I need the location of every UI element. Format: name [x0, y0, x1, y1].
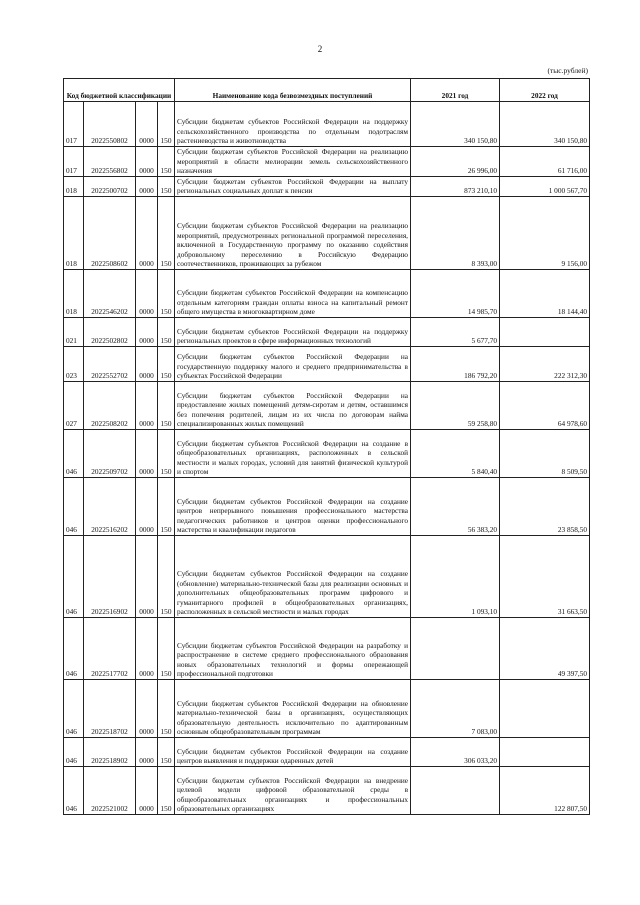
row-program-code: 0000 [136, 429, 158, 477]
row-amount-2022 [500, 737, 590, 766]
row-economic-code: 150 [158, 679, 175, 737]
row-admin-code: 017 [64, 147, 84, 177]
row-name: Субсидии бюджетам субъектов Российской Федерации на реализацию мероприятий, предусмотренных региональной программой переселения, включенной в Государственную программу по оказанию содействия добровольному переселению в Российскую Федерацию соотечественников, проживающих за рубежом [175, 196, 411, 269]
row-admin-code: 023 [64, 346, 84, 381]
row-economic-code: 150 [158, 317, 175, 346]
row-amount-2021: 26 996,00 [411, 147, 500, 177]
table-row [64, 679, 590, 737]
table-row [64, 477, 590, 535]
row-name: Субсидии бюджетам субъектов Российской Федерации на поддержку региональных проектов в сфере информационных технологий [175, 317, 411, 346]
row-amount-2021: 59 258,80 [411, 381, 500, 429]
row-kbk-code: 2022518702 [84, 679, 136, 737]
row-economic-code: 150 [158, 196, 175, 269]
row-kbk-code: 2022518902 [84, 737, 136, 766]
row-amount-2022: 18 144,40 [500, 269, 590, 317]
row-amount-2022: 31 663,50 [500, 535, 590, 617]
row-admin-code: 046 [64, 477, 84, 535]
row-program-code: 0000 [136, 317, 158, 346]
row-amount-2021: 8 393,00 [411, 196, 500, 269]
table-row [64, 737, 590, 766]
row-amount-2022: 64 978,60 [500, 381, 590, 429]
row-name: Субсидии бюджетам субъектов Российской Федерации на реализацию мероприятий в области мелиорации земель сельскохозяйственного назначения [175, 147, 411, 177]
table-row [64, 429, 590, 477]
row-name: Субсидии бюджетам субъектов Российской Федерации на создание центров непрерывного повышения профессионального мастерства педагогических работников и центров оценки профессионального мастерства и квалификации педагогов [175, 477, 411, 535]
row-amount-2022 [500, 317, 590, 346]
row-program-code: 0000 [136, 196, 158, 269]
row-admin-code: 046 [64, 737, 84, 766]
row-admin-code: 018 [64, 269, 84, 317]
row-kbk-code: 2022521002 [84, 766, 136, 814]
row-name: Субсидии бюджетам субъектов Российской Федерации на поддержку сельскохозяйственного производства по отдельным подотраслям растениеводства и животноводства [175, 102, 411, 147]
row-amount-2021: 873 210,10 [411, 176, 500, 196]
row-admin-code: 046 [64, 679, 84, 737]
row-amount-2022: 23 858,50 [500, 477, 590, 535]
row-admin-code: 027 [64, 381, 84, 429]
row-amount-2021: 1 093,10 [411, 535, 500, 617]
row-kbk-code: 2022517702 [84, 617, 136, 679]
table-row [64, 317, 590, 346]
row-name: Субсидии бюджетам субъектов Российской Федерации на внедрение целевой модели цифровой образовательной среды в общеобразовательных организациях и профессиональных образовательных организациях [175, 766, 411, 814]
row-name: Субсидии бюджетам субъектов Российской Федерации на государственную поддержку малого и среднего предпринимательства в субъектах Российской Федерации [175, 346, 411, 381]
table-row [64, 196, 590, 269]
row-economic-code: 150 [158, 102, 175, 147]
row-name: Субсидии бюджетам субъектов Российской Федерации на обновление материально-технической базы в организациях, осуществляющих образовательную деятельность исключительно по адаптированным основным общеобразовательным программам [175, 679, 411, 737]
table-row [64, 102, 590, 147]
row-amount-2022: 340 150,80 [500, 102, 590, 147]
row-admin-code: 046 [64, 535, 84, 617]
row-kbk-code: 2022546202 [84, 269, 136, 317]
row-kbk-code: 2022552702 [84, 346, 136, 381]
row-amount-2021: 56 383,20 [411, 477, 500, 535]
row-amount-2022: 8 509,50 [500, 429, 590, 477]
row-economic-code: 150 [158, 737, 175, 766]
header-year-2022: 2022 год [500, 79, 590, 102]
row-admin-code: 018 [64, 176, 84, 196]
row-kbk-code: 2022556802 [84, 147, 136, 177]
row-program-code: 0000 [136, 269, 158, 317]
budget-table [63, 78, 590, 815]
row-admin-code: 046 [64, 429, 84, 477]
row-name: Субсидии бюджетам субъектов Российской Федерации на создание в общеобразовательных организациях, расположенных в сельской местности и малых городах, условий для занятий физической культурой и спортом [175, 429, 411, 477]
table-row [64, 176, 590, 196]
row-name: Субсидии бюджетам субъектов Российской Федерации на компенсацию отдельным категориям граждан оплаты взноса на капитальный ремонт общего имущества в многоквартирном доме [175, 269, 411, 317]
header-year-2021: 2021 год [411, 79, 500, 102]
row-amount-2021: 5 677,70 [411, 317, 500, 346]
row-amount-2022: 9 156,00 [500, 196, 590, 269]
row-name: Субсидии бюджетам субъектов Российской Федерации на предоставление жилых помещений детям-сиротам и детям, оставшимся без попечения родителей, лицам из их числа по договорам найма специализированных жилых помещений [175, 381, 411, 429]
row-economic-code: 150 [158, 535, 175, 617]
table-row [64, 346, 590, 381]
row-program-code: 0000 [136, 535, 158, 617]
row-economic-code: 150 [158, 176, 175, 196]
row-economic-code: 150 [158, 147, 175, 177]
row-admin-code: 017 [64, 102, 84, 147]
row-admin-code: 046 [64, 617, 84, 679]
row-kbk-code: 2022509702 [84, 429, 136, 477]
row-admin-code: 018 [64, 196, 84, 269]
row-economic-code: 150 [158, 429, 175, 477]
row-admin-code: 046 [64, 766, 84, 814]
table-row [64, 147, 590, 177]
row-program-code: 0000 [136, 617, 158, 679]
row-admin-code: 021 [64, 317, 84, 346]
row-amount-2022: 222 312,30 [500, 346, 590, 381]
page-number: 2 [317, 44, 323, 54]
unit-label: (тыс.рублей) [547, 66, 588, 75]
row-program-code: 0000 [136, 102, 158, 147]
table-row [64, 617, 590, 679]
row-name: Субсидии бюджетам субъектов Российской Федерации на создание (обновление) материально-технической базы для реализации основных и дополнительных общеобразовательных программ цифрового и гуманитарного профилей в общеобразовательных организациях, расположенных в сельской местности и малых городах [175, 535, 411, 617]
table-row [64, 269, 590, 317]
row-kbk-code: 2022502802 [84, 317, 136, 346]
header-name: Наименование кода безвозмездных поступлений [175, 79, 411, 102]
row-amount-2021: 186 792,20 [411, 346, 500, 381]
table-header-row [64, 79, 590, 102]
row-economic-code: 150 [158, 477, 175, 535]
row-program-code: 0000 [136, 346, 158, 381]
row-amount-2021: 5 840,40 [411, 429, 500, 477]
row-amount-2021: 14 985,70 [411, 269, 500, 317]
row-amount-2022 [500, 679, 590, 737]
row-amount-2022: 49 397,50 [500, 617, 590, 679]
row-economic-code: 150 [158, 269, 175, 317]
row-kbk-code: 2022516202 [84, 477, 136, 535]
row-economic-code: 150 [158, 346, 175, 381]
row-amount-2021: 7 083,00 [411, 679, 500, 737]
row-kbk-code: 2022516902 [84, 535, 136, 617]
row-economic-code: 150 [158, 766, 175, 814]
row-amount-2021: 340 150,80 [411, 102, 500, 147]
table-row [64, 535, 590, 617]
row-name: Субсидии бюджетам субъектов Российской Федерации на выплату региональных социальных доплат к пенсии [175, 176, 411, 196]
row-name: Субсидии бюджетам субъектов Российской Федерации на разработку и распространение в системе среднего профессионального образования новых образовательных технологий и формы опережающей профессиональной подготовки [175, 617, 411, 679]
header-code: Код бюджетной классификации [64, 79, 175, 102]
row-program-code: 0000 [136, 679, 158, 737]
row-economic-code: 150 [158, 617, 175, 679]
table-row [64, 381, 590, 429]
row-kbk-code: 2022500702 [84, 176, 136, 196]
row-program-code: 0000 [136, 737, 158, 766]
row-name: Субсидии бюджетам субъектов Российской Федерации на создание центров выявления и поддержки одаренных детей [175, 737, 411, 766]
row-amount-2022: 61 716,00 [500, 147, 590, 177]
row-amount-2021 [411, 617, 500, 679]
row-program-code: 0000 [136, 766, 158, 814]
row-kbk-code: 2022508602 [84, 196, 136, 269]
row-program-code: 0000 [136, 477, 158, 535]
row-kbk-code: 2022508202 [84, 381, 136, 429]
row-amount-2021: 306 033,20 [411, 737, 500, 766]
row-program-code: 0000 [136, 381, 158, 429]
row-amount-2022: 122 807,50 [500, 766, 590, 814]
row-program-code: 0000 [136, 147, 158, 177]
row-amount-2022: 1 000 567,70 [500, 176, 590, 196]
row-program-code: 0000 [136, 176, 158, 196]
row-kbk-code: 2022550802 [84, 102, 136, 147]
row-amount-2021 [411, 766, 500, 814]
table-row [64, 766, 590, 814]
row-economic-code: 150 [158, 381, 175, 429]
